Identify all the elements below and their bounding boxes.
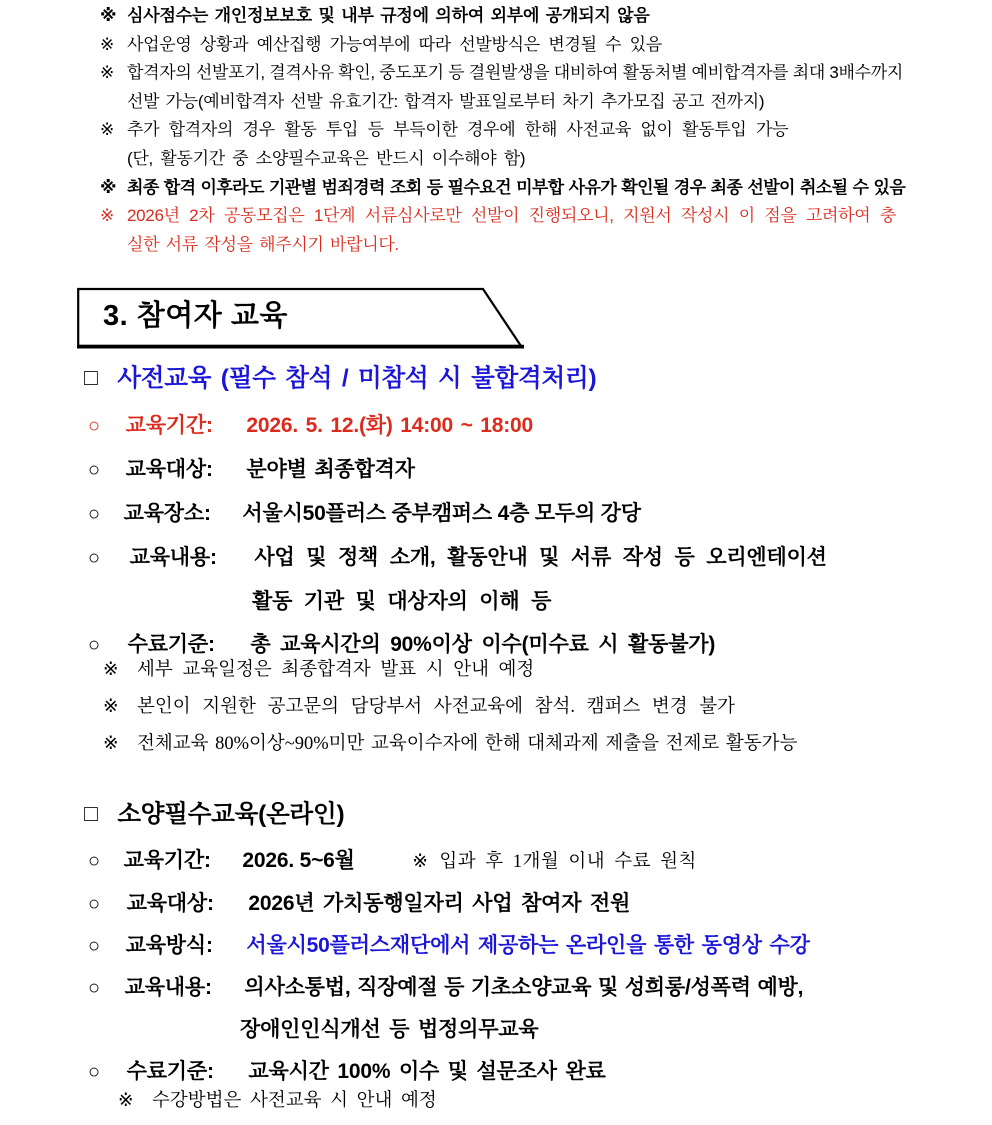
item-label: 수료기준: [126,1060,214,1083]
square-bullet-icon: □ [84,800,98,826]
item-education-content [0,536,992,580]
top-note-text: 합격자의 선발포기, 결격사유 확인, 중도포기 등 결원발생을 대비하여 활동처별 예비합격자를 최대 3배수까지 [127,63,904,83]
sub-note-text: 세부 교육일정은 최종합격자 발표 시 안내 예정 [137,660,535,680]
circle-bullet-icon: ○ [88,459,100,481]
item-value: 서울시50플러스 중부캠퍼스 4층 모두의 강당 [242,502,641,525]
item-education-target [0,883,992,925]
item-value: 2026. 5~6월 [242,849,355,872]
circle-bullet-icon: ○ [88,415,100,437]
item-value: 서울시50플러스재단에서 제공하는 온라인을 통한 동영상 수강 [246,934,810,957]
top-note [0,31,992,60]
reference-mark-icon: ※ [103,697,119,717]
item-label: 교육기간: [123,849,211,872]
sub-note [0,726,992,763]
sub-note-text: 수강방법은 사전교육 시 안내 예정 [152,1091,437,1111]
pre-education-items [0,404,992,667]
item-education-content [0,967,992,1009]
item-education-method [0,925,992,967]
top-note-text: 심사점수는 개인정보보호 및 내부 규정에 의하여 외부에 공개되지 않음 [127,6,650,25]
top-note-text: 최종 합격 이후라도 기관별 범죄경력 조회 등 필수요건 미부합 사유가 확인될 경우 최종 선발이 취소될 수 있음 [127,177,906,197]
inline-note-text: 입과 후 1개월 이내 수료 원칙 [439,852,697,872]
top-note-continuation [0,145,992,174]
reference-mark-icon: ※ [100,63,114,83]
reference-mark-icon: ※ [100,120,114,140]
pre-education-notes [0,652,992,763]
item-label: 교육장소: [123,502,211,525]
circle-bullet-icon: ○ [88,1061,100,1083]
item-label: 교육방식: [125,934,213,957]
top-note-important [0,174,992,203]
top-note [0,2,992,31]
item-education-content-continuation [0,580,992,623]
item-label: 교육기간: [125,414,213,437]
reference-mark-icon: ※ [118,1091,134,1111]
top-note-text: 추가 합격자의 경우 활동 투입 등 부득이한 경우에 한해 사전교육 없이 활동투입 가능 [127,120,789,140]
reference-mark-icon: ※ [412,852,429,872]
item-value: 장애인인식개선 등 법정의무교육 [240,1018,539,1041]
item-education-period [0,404,992,448]
top-note-warning [0,202,992,231]
item-value: 분야별 최종합격자 [246,458,415,481]
top-note [0,116,992,145]
sub-note [0,689,992,726]
item-value: 2026년 가치동행일자리 사업 참여자 전원 [248,892,631,915]
basic-education-heading [84,795,344,830]
top-note-text: 실한 서류 작성을 해주시기 바랍니다. [127,234,399,254]
item-label: 교육대상: [126,892,214,915]
top-note-continuation [0,88,992,117]
circle-bullet-icon: ○ [88,850,100,872]
top-notes-block [0,2,992,259]
section-title: 3. 참여자 교육 [103,300,288,332]
section-banner [77,287,529,350]
basic-education-items [0,840,992,1093]
reference-mark-icon: ※ [100,206,114,226]
top-note-text: (단, 활동기간 중 소양필수교육은 반드시 이수해야 함) [127,148,526,168]
reference-mark-icon: ※ [103,734,119,754]
item-label: 수료기준: [127,633,215,656]
item-education-target [0,448,992,492]
circle-bullet-icon: ○ [88,935,100,957]
circle-bullet-icon: ○ [88,893,100,915]
item-value: 교육시간 100% 이수 및 설문조사 완료 [248,1060,606,1083]
item-value: 2026. 5. 12.(화) 14:00 ~ 18:00 [246,414,534,437]
item-label: 교육내용: [129,546,217,569]
item-value: 총 교육시간의 90%이상 이수(미수료 시 활동불가) [250,633,716,656]
top-note [0,59,992,88]
item-education-place [0,492,992,536]
sub-note [0,1086,992,1116]
pre-education-heading [84,359,596,394]
top-note-warning-continuation [0,231,992,260]
item-label: 교육대상: [125,458,213,481]
circle-bullet-icon: ○ [88,547,100,569]
basic-education-note [0,1086,992,1116]
reference-mark-icon: ※ [100,6,117,25]
item-label: 교육내용: [124,976,212,999]
reference-mark-icon: ※ [103,660,119,680]
inline-note [412,852,696,872]
reference-mark-icon: ※ [100,34,114,54]
item-education-period [0,840,992,883]
reference-mark-icon: ※ [100,177,116,197]
item-value: 의사소통법, 직장예절 등 기초소양교육 및 성희롱/성폭력 예방, [244,976,804,999]
sub-note [0,652,992,689]
square-bullet-icon: □ [84,364,98,390]
top-note-text: 2026년 2차 공동모집은 1단계 서류심사로만 선발이 진행되오니, 지원서 작성시 이 점을 고려하여 충 [127,206,896,226]
sub-note-text: 전체교육 80%이상~90%미만 교육이수자에 한해 대체과제 제출을 전제로 활동가능 [137,734,798,754]
circle-bullet-icon: ○ [88,977,100,999]
basic-education-heading-text: 소양필수교육(온라인) [117,801,345,828]
circle-bullet-icon: ○ [88,634,100,656]
item-value: 활동 기관 및 대상자의 이해 등 [252,590,552,613]
item-education-content-continuation [0,1009,992,1051]
sub-note-text: 본인이 지원한 공고문의 담당부서 사전교육에 참석. 캠퍼스 변경 불가 [137,697,736,717]
top-note-text: 사업운영 상황과 예산집행 가능여부에 따라 선발방식은 변경될 수 있음 [127,34,662,54]
item-value: 사업 및 정책 소개, 활동안내 및 서류 작성 등 오리엔테이션 [254,546,827,569]
top-note-text: 선발 가능(예비합격자 선발 유효기간: 합격자 발표일로부터 차기 추가모집 공고 전까지) [127,91,765,111]
circle-bullet-icon: ○ [88,503,100,525]
pre-education-heading-text: 사전교육 (필수 참석 / 미참석 시 불합격처리) [117,365,597,392]
